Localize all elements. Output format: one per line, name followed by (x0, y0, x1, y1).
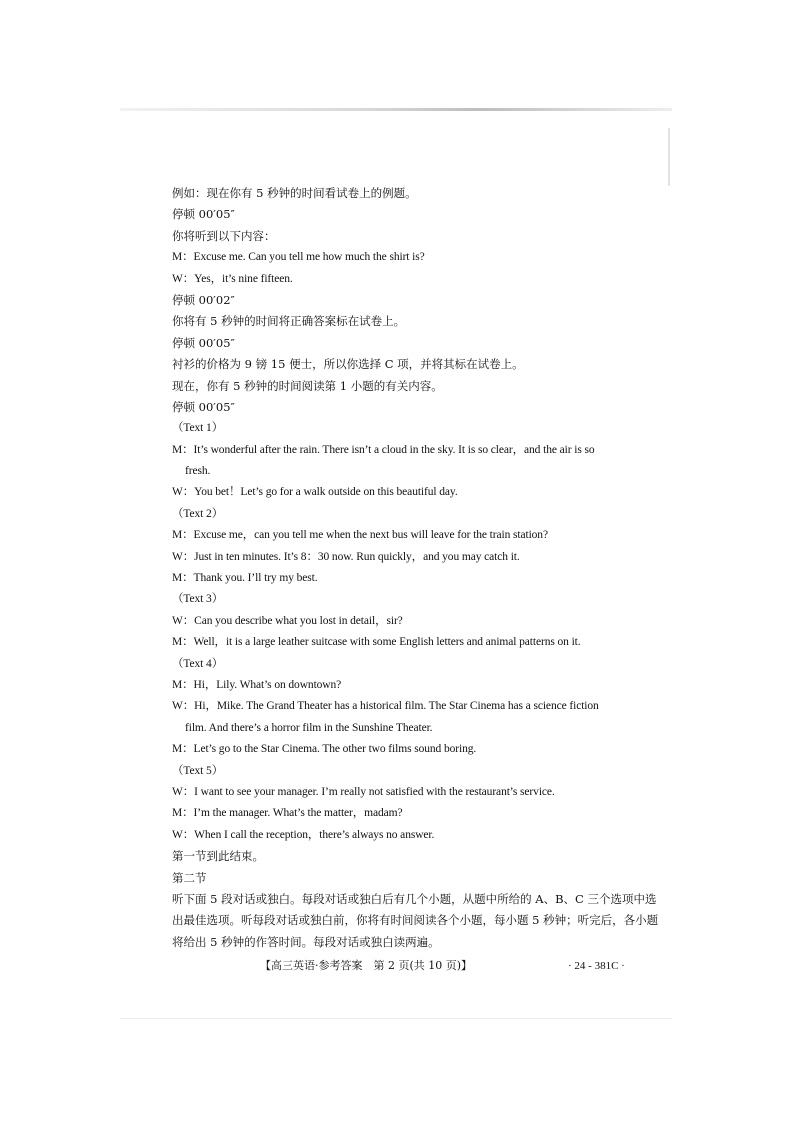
text-line: 例如：现在你有 5 秒钟的时间看试卷上的例题。 (172, 186, 417, 200)
text-line: W：Hi，Mike. The Grand Theater has a historical film. The Star Cinema has a science fiction (172, 700, 599, 713)
page-footer (260, 958, 640, 974)
text-line: M：I’m the manager. What’s the matter，madam? (172, 807, 403, 820)
text-line: （Text 4） (172, 657, 224, 670)
text-line: W：You bet！Let’s go for a walk outside on this beautiful day. (172, 486, 458, 499)
bottom-scan-rule (120, 1018, 672, 1019)
text-line: 第二节 (172, 870, 207, 885)
text-line: 衬衫的价格为 9 镑 15 便士，所以你选择 C 项，并将其标在试卷上。 (172, 357, 524, 372)
text-line: 你将有 5 秒钟的时间将正确答案标在试卷上。 (172, 314, 406, 329)
text-line: 停顿 00′02″ (172, 292, 235, 307)
text-line: M：Excuse me. Can you tell me how much the shirt is? (172, 251, 425, 264)
text-line: （Text 3） (172, 593, 224, 606)
text-line: M：Well，it is a large leather suitcase with some English letters and animal patterns on it. (172, 636, 581, 649)
text-line: M：Thank you. I’ll try my best. (172, 572, 318, 585)
text-line: 出最佳选项。听每段对话或独白前，你将有时间阅读各个小题，每小题 5 秒钟；听完后，各小题 (172, 913, 659, 928)
text-line: 停顿 00′05″ (172, 399, 235, 414)
text-line: W：I want to see your manager. I’m really not satisfied with the restaurant’s service. (172, 785, 555, 798)
scan-edge-mark (668, 128, 670, 186)
text-line: 停顿 00′05″ (172, 335, 235, 350)
text-line: 现在，你有 5 秒钟的时间阅读第 1 小题的有关内容。 (172, 378, 443, 393)
text-line: M：Hi，Lily. What’s on downtown? (172, 678, 342, 691)
footer-title: 【高三英语·参考答案 第 2 页(共 10 页)】 (260, 959, 473, 972)
text-line: film. And there’s a horror film in the Sunshine Theater. (185, 721, 433, 734)
text-line: （Text 2） (172, 507, 224, 520)
top-scan-rule (120, 108, 672, 111)
text-line: W：Can you describe what you lost in detail，sir? (172, 614, 403, 627)
text-line: W：Yes，it’s nine fifteen. (172, 272, 293, 285)
text-line: M：Let’s go to the Star Cinema. The other two films sound boring. (172, 743, 477, 756)
text-line: W：When I call the reception，there’s always no answer. (172, 828, 435, 841)
text-line: （Text 5） (172, 764, 224, 777)
text-line: fresh. (185, 465, 211, 478)
text-line: M：It’s wonderful after the rain. There isn’t a cloud in the sky. It is so clear，and the air is so (172, 443, 595, 456)
text-line: 将给出 5 秒钟的作答时间。每段对话或独白读两遍。 (172, 934, 440, 949)
text-line: M：Excuse me，can you tell me when the next bus will leave for the train station? (172, 529, 548, 542)
text-line: 你将听到以下内容： (172, 228, 276, 243)
text-line: 听下面 5 段对话或独白。每段对话或独白后有几个小题，从题中所给的 A、B、C 三个选项中选 (172, 891, 657, 906)
document-body (172, 183, 659, 953)
text-line: （Text 1） (172, 422, 224, 435)
footer-code: · 24 - 381C · (568, 960, 625, 972)
text-line: 停顿 00′05″ (172, 207, 235, 222)
text-line: 第一节到此结束。 (172, 849, 264, 864)
text-line: W：Just in ten minutes. It’s 8：30 now. Run quickly，and you may catch it. (172, 550, 520, 563)
